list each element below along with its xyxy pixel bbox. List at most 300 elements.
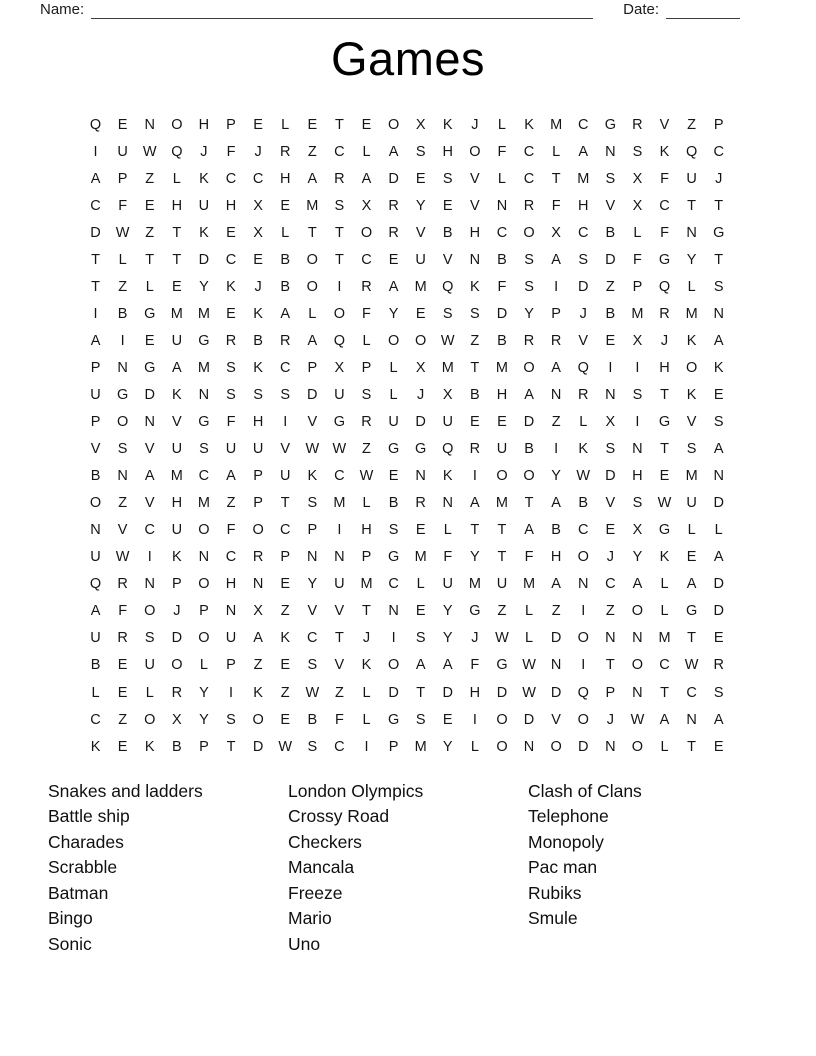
grid-letter: N bbox=[90, 522, 101, 539]
letter-grid bbox=[82, 111, 732, 760]
grid-letter: G bbox=[333, 414, 346, 431]
grid-letter: C bbox=[713, 143, 724, 160]
grid-letter: S bbox=[280, 386, 291, 403]
grid-letter: D bbox=[496, 684, 508, 701]
grid-letter: M bbox=[197, 359, 210, 376]
grid-letter: P bbox=[605, 684, 616, 701]
grid-letter: V bbox=[144, 495, 155, 512]
grid-letter: M bbox=[197, 305, 210, 322]
grid-letter: P bbox=[632, 278, 643, 295]
grid-letter: F bbox=[470, 657, 480, 674]
grid-letter: D bbox=[442, 684, 453, 701]
grid-letter: A bbox=[253, 630, 263, 647]
grid-letter: W bbox=[630, 711, 645, 728]
grid-letter: E bbox=[442, 711, 453, 728]
grid-letter: J bbox=[362, 630, 371, 647]
grid-letter: S bbox=[442, 305, 453, 322]
grid-letter: W bbox=[115, 224, 130, 241]
grid-letter: I bbox=[608, 359, 613, 376]
grid-letter: R bbox=[171, 684, 183, 701]
grid-letter: A bbox=[90, 170, 101, 187]
grid-letter: D bbox=[523, 414, 535, 431]
grid-letter: P bbox=[90, 414, 101, 431]
grid-letter: K bbox=[90, 738, 101, 755]
word-item: Pac man bbox=[528, 857, 598, 878]
grid-letter: A bbox=[713, 441, 724, 458]
grid-letter: H bbox=[198, 116, 210, 133]
grid-letter: O bbox=[577, 630, 589, 647]
grid-letter: V bbox=[686, 414, 697, 431]
grid-letter: N bbox=[632, 441, 643, 458]
grid-letter: L bbox=[470, 738, 479, 755]
grid-letter: L bbox=[389, 359, 398, 376]
grid-letter: W bbox=[115, 549, 130, 566]
grid-letter: I bbox=[147, 549, 152, 566]
grid-letter: G bbox=[415, 441, 427, 458]
grid-letter: Q bbox=[89, 116, 102, 133]
grid-letter: B bbox=[307, 711, 318, 728]
grid-letter: P bbox=[361, 359, 372, 376]
grid-letter: C bbox=[577, 224, 589, 241]
grid-letter: E bbox=[605, 332, 616, 349]
grid-letter: O bbox=[523, 359, 535, 376]
grid-letter: T bbox=[470, 359, 480, 376]
grid-letter: U bbox=[90, 549, 101, 566]
grid-letter: O bbox=[523, 224, 535, 241]
grid-letter: S bbox=[713, 684, 724, 701]
grid-letter: Z bbox=[497, 603, 507, 620]
grid-letter: A bbox=[388, 278, 399, 295]
grid-letter: L bbox=[552, 143, 561, 160]
grid-letter: M bbox=[414, 549, 427, 566]
grid-letter: K bbox=[442, 116, 453, 133]
grid-letter: Z bbox=[145, 224, 155, 241]
grid-letter: C bbox=[523, 143, 535, 160]
grid-letter: V bbox=[659, 116, 670, 133]
grid-letter: B bbox=[253, 332, 263, 349]
grid-letter: O bbox=[496, 711, 508, 728]
word-item: Crossy Road bbox=[288, 806, 390, 827]
word-item: Charades bbox=[48, 831, 124, 852]
grid-letter: E bbox=[171, 278, 182, 295]
grid-letter: D bbox=[171, 630, 183, 647]
grid-letter: N bbox=[442, 495, 453, 512]
grid-letter: L bbox=[389, 386, 398, 403]
name-label: Name: bbox=[40, 1, 85, 18]
grid-letter: D bbox=[307, 386, 318, 403]
grid-letter: N bbox=[252, 576, 264, 593]
grid-letter: S bbox=[117, 441, 128, 458]
grid-letter: N bbox=[117, 359, 128, 376]
grid-letter: N bbox=[577, 576, 589, 593]
grid-letter: N bbox=[686, 224, 697, 241]
grid-letter: H bbox=[225, 576, 237, 593]
grid-letter: A bbox=[713, 332, 724, 349]
grid-letter: O bbox=[415, 332, 427, 349]
grid-letter: P bbox=[199, 738, 209, 755]
grid-letter: F bbox=[226, 522, 236, 539]
grid-letter: T bbox=[497, 522, 507, 539]
grid-letter: X bbox=[171, 711, 182, 728]
grid-letter: O bbox=[252, 522, 264, 539]
grid-letter: B bbox=[551, 522, 561, 539]
grid-letter: C bbox=[659, 657, 670, 674]
grid-letter: N bbox=[307, 549, 318, 566]
grid-letter: U bbox=[171, 522, 183, 539]
grid-letter: K bbox=[713, 359, 724, 376]
grid-letter: W bbox=[305, 684, 320, 701]
grid-letter: R bbox=[361, 414, 372, 431]
grid-letter: K bbox=[280, 630, 291, 647]
word-item: Uno bbox=[288, 933, 321, 954]
grid-letter: A bbox=[659, 711, 670, 728]
grid-letter: P bbox=[307, 359, 318, 376]
grid-letter: L bbox=[362, 684, 371, 701]
grid-letter: I bbox=[472, 711, 477, 728]
grid-letter: U bbox=[334, 576, 345, 593]
grid-letter: O bbox=[496, 468, 508, 485]
grid-letter: L bbox=[497, 116, 506, 133]
grid-letter: Z bbox=[551, 603, 561, 620]
grid-letter: P bbox=[713, 116, 724, 133]
grid-letter: G bbox=[604, 116, 616, 133]
grid-letter: G bbox=[658, 522, 671, 539]
grid-letter: U bbox=[198, 197, 210, 214]
grid-letter: S bbox=[415, 630, 426, 647]
grid-letter: T bbox=[660, 684, 669, 701]
grid-letter: R bbox=[117, 630, 128, 647]
grid-letter: D bbox=[252, 738, 264, 755]
grid-letter: N bbox=[198, 549, 210, 566]
grid-letter: L bbox=[172, 170, 181, 187]
grid-letter: E bbox=[253, 116, 263, 133]
grid-letter: N bbox=[225, 603, 237, 620]
grid-letter: P bbox=[307, 522, 318, 539]
grid-letter: D bbox=[144, 386, 155, 403]
grid-letter: D bbox=[605, 251, 616, 268]
grid-letter: I bbox=[581, 657, 586, 674]
grid-letter: V bbox=[415, 224, 426, 241]
grid-letter: E bbox=[280, 576, 291, 593]
grid-letter: E bbox=[144, 332, 155, 349]
grid-letter: R bbox=[469, 441, 481, 458]
grid-letter: J bbox=[471, 116, 479, 133]
grid-letter: R bbox=[334, 170, 345, 187]
grid-letter: X bbox=[253, 224, 263, 241]
grid-letter: O bbox=[306, 251, 318, 268]
grid-letter: R bbox=[659, 305, 670, 322]
grid-letter: O bbox=[117, 414, 129, 431]
grid-letter: R bbox=[279, 143, 291, 160]
grid-letter: L bbox=[281, 224, 290, 241]
grid-letter: J bbox=[579, 305, 587, 322]
grid-letter: E bbox=[442, 197, 453, 214]
grid-letter: Q bbox=[442, 278, 454, 295]
grid-letter: O bbox=[469, 143, 481, 160]
grid-letter: U bbox=[144, 657, 155, 674]
grid-letter: J bbox=[606, 549, 614, 566]
grid-letter: L bbox=[525, 603, 534, 620]
grid-letter: Q bbox=[685, 143, 698, 160]
grid-letter: F bbox=[497, 278, 507, 295]
grid-letter: K bbox=[659, 549, 670, 566]
word-item: London Olympics bbox=[288, 781, 424, 801]
grid-letter: E bbox=[415, 522, 426, 539]
grid-letter: A bbox=[551, 576, 561, 593]
grid-letter: D bbox=[415, 414, 426, 431]
grid-letter: S bbox=[334, 197, 345, 214]
grid-letter: O bbox=[252, 711, 264, 728]
grid-letter: B bbox=[90, 657, 101, 674]
grid-letter: N bbox=[605, 630, 616, 647]
grid-letter: G bbox=[685, 603, 698, 620]
grid-letter: M bbox=[414, 278, 427, 295]
grid-letter: Q bbox=[577, 359, 589, 376]
grid-letter: X bbox=[334, 359, 345, 376]
grid-letter: U bbox=[171, 441, 183, 458]
word-list-column bbox=[48, 779, 288, 957]
grid-letter: K bbox=[199, 170, 209, 187]
grid-letter: I bbox=[635, 359, 640, 376]
grid-letter: R bbox=[388, 197, 399, 214]
grid-letter: I bbox=[229, 684, 234, 701]
grid-letter: Y bbox=[470, 549, 480, 566]
grid-letter: F bbox=[524, 549, 534, 566]
grid-letter: M bbox=[685, 468, 698, 485]
grid-letter: M bbox=[414, 738, 427, 755]
grid-letter: E bbox=[307, 116, 318, 133]
grid-letter: Y bbox=[686, 251, 697, 268]
grid-letter: P bbox=[226, 657, 236, 674]
grid-letter: L bbox=[687, 278, 696, 295]
grid-letter: I bbox=[391, 630, 396, 647]
grid-letter: C bbox=[523, 170, 535, 187]
grid-letter: U bbox=[252, 441, 264, 458]
grid-letter: K bbox=[253, 684, 263, 701]
word-item: Sonic bbox=[48, 933, 92, 954]
grid-letter: X bbox=[605, 414, 616, 431]
grid-letter: F bbox=[660, 170, 669, 187]
grid-letter: B bbox=[524, 441, 534, 458]
grid-letter: S bbox=[686, 441, 697, 458]
grid-letter: Z bbox=[687, 116, 697, 133]
grid-letter: C bbox=[659, 197, 670, 214]
grid-letter: S bbox=[442, 170, 453, 187]
grid-letter: N bbox=[605, 386, 616, 403]
grid-letter: H bbox=[496, 386, 508, 403]
grid-letter: W bbox=[332, 441, 347, 458]
grid-letter: I bbox=[554, 278, 559, 295]
grid-letter: S bbox=[226, 711, 236, 728]
grid-letter: W bbox=[657, 495, 672, 512]
grid-letter: Z bbox=[362, 441, 371, 458]
grid-letter: N bbox=[144, 116, 155, 133]
grid-letter: O bbox=[387, 116, 400, 133]
grid-letter: B bbox=[578, 495, 589, 512]
grid-letter: U bbox=[415, 251, 426, 268]
grid-letter: N bbox=[496, 197, 508, 214]
grid-letter: C bbox=[496, 224, 508, 241]
grid-letter: X bbox=[415, 359, 426, 376]
grid-letter: K bbox=[253, 305, 263, 322]
grid-letter: M bbox=[631, 305, 644, 322]
grid-letter: C bbox=[577, 116, 589, 133]
header bbox=[40, 1, 740, 19]
grid-letter: I bbox=[581, 603, 586, 620]
grid-letter: O bbox=[550, 738, 562, 755]
word-list bbox=[48, 779, 768, 957]
word-item: Bingo bbox=[48, 908, 93, 929]
grid-letter: C bbox=[198, 468, 210, 485]
grid-letter: U bbox=[388, 414, 399, 431]
grid-letter: Y bbox=[551, 468, 561, 485]
grid-letter: G bbox=[496, 657, 508, 674]
grid-letter: M bbox=[577, 170, 590, 187]
grid-letter: J bbox=[200, 143, 208, 160]
grid-letter: L bbox=[416, 576, 425, 593]
grid-letter: C bbox=[307, 630, 318, 647]
grid-letter: D bbox=[713, 603, 724, 620]
grid-letter: W bbox=[440, 332, 455, 349]
grid-letter: B bbox=[280, 251, 291, 268]
grid-letter: F bbox=[118, 197, 128, 214]
grid-letter: A bbox=[90, 603, 101, 620]
grid-letter: O bbox=[631, 657, 644, 674]
grid-letter: V bbox=[144, 441, 155, 458]
grid-letter: E bbox=[117, 684, 128, 701]
grid-letter: U bbox=[496, 576, 508, 593]
grid-letter: B bbox=[117, 305, 128, 322]
grid-letter: X bbox=[551, 224, 561, 241]
grid-letter: R bbox=[252, 549, 264, 566]
grid-letter: F bbox=[443, 549, 453, 566]
grid-letter: Y bbox=[307, 576, 318, 593]
grid-letter: T bbox=[470, 522, 480, 539]
grid-letter: H bbox=[279, 170, 291, 187]
grid-letter: O bbox=[685, 359, 698, 376]
grid-letter: N bbox=[713, 305, 724, 322]
grid-letter: P bbox=[117, 170, 128, 187]
grid-letter: B bbox=[90, 468, 101, 485]
grid-letter: E bbox=[253, 251, 263, 268]
grid-letter: N bbox=[334, 549, 345, 566]
grid-letter: H bbox=[659, 359, 670, 376]
grid-letter: P bbox=[253, 468, 263, 485]
grid-letter: S bbox=[605, 441, 616, 458]
grid-letter: S bbox=[415, 711, 426, 728]
grid-letter: Z bbox=[605, 278, 615, 295]
grid-letter: Y bbox=[388, 305, 399, 322]
grid-letter: U bbox=[225, 441, 237, 458]
grid-letter: B bbox=[605, 224, 616, 241]
grid-letter: E bbox=[361, 116, 372, 133]
grid-letter: S bbox=[226, 386, 236, 403]
grid-letter: N bbox=[686, 711, 697, 728]
grid-letter: D bbox=[496, 305, 508, 322]
grid-letter: X bbox=[253, 603, 263, 620]
grid-letter: J bbox=[606, 711, 614, 728]
grid-letter: C bbox=[279, 522, 291, 539]
grid-letter: F bbox=[551, 197, 561, 214]
grid-letter: A bbox=[361, 170, 372, 187]
grid-letter: Q bbox=[89, 576, 102, 593]
grid-letter: P bbox=[280, 549, 291, 566]
grid-letter: N bbox=[144, 414, 155, 431]
grid-letter: F bbox=[226, 414, 236, 431]
word-item: Mancala bbox=[288, 857, 355, 878]
grid-letter: U bbox=[117, 143, 128, 160]
grid-letter: D bbox=[550, 684, 562, 701]
grid-letter: N bbox=[550, 386, 562, 403]
grid-letter: P bbox=[226, 116, 236, 133]
grid-letter: D bbox=[550, 630, 562, 647]
grid-letter: V bbox=[280, 441, 291, 458]
grid-letter: N bbox=[605, 143, 616, 160]
word-item: Battle ship bbox=[48, 806, 130, 827]
grid-letter: W bbox=[142, 143, 157, 160]
grid-letter: K bbox=[171, 386, 182, 403]
grid-letter: H bbox=[361, 522, 372, 539]
grid-letter: C bbox=[252, 170, 264, 187]
grid-letter: A bbox=[415, 657, 426, 674]
grid-letter: D bbox=[713, 495, 724, 512]
grid-letter: E bbox=[226, 224, 236, 241]
grid-letter: E bbox=[659, 468, 670, 485]
grid-letter: Z bbox=[334, 684, 344, 701]
grid-letter: M bbox=[197, 495, 210, 512]
grid-letter: P bbox=[171, 576, 182, 593]
grid-letter: T bbox=[714, 251, 724, 268]
grid-letter: L bbox=[91, 684, 100, 701]
grid-letter: R bbox=[361, 278, 372, 295]
grid-letter: R bbox=[713, 657, 724, 674]
grid-letter: L bbox=[497, 170, 506, 187]
grid-letter: D bbox=[388, 684, 399, 701]
grid-letter: S bbox=[307, 738, 318, 755]
grid-letter: O bbox=[333, 305, 346, 322]
grid-letter: X bbox=[253, 197, 263, 214]
grid-letter: T bbox=[416, 684, 426, 701]
grid-letter: G bbox=[387, 711, 400, 728]
grid-letter: E bbox=[415, 170, 426, 187]
grid-letter: O bbox=[144, 711, 156, 728]
grid-letter: B bbox=[497, 251, 507, 268]
grid-letter: H bbox=[252, 414, 264, 431]
grid-letter: U bbox=[496, 441, 508, 458]
grid-letter: U bbox=[686, 170, 697, 187]
grid-letter: K bbox=[144, 738, 155, 755]
grid-letter: O bbox=[198, 522, 210, 539]
grid-letter: W bbox=[305, 441, 320, 458]
word-item: Freeze bbox=[288, 882, 343, 903]
grid-letter: L bbox=[362, 143, 371, 160]
grid-letter: V bbox=[605, 197, 616, 214]
grid-letter: X bbox=[632, 170, 643, 187]
grid-letter: S bbox=[388, 522, 399, 539]
grid-letter: E bbox=[497, 414, 507, 431]
grid-letter: Z bbox=[280, 684, 290, 701]
grid-letter: B bbox=[388, 495, 399, 512]
date-blank-line bbox=[666, 3, 740, 19]
grid-letter: R bbox=[577, 386, 589, 403]
grid-letter: N bbox=[198, 386, 210, 403]
grid-letter: T bbox=[687, 738, 697, 755]
grid-letter: M bbox=[495, 495, 508, 512]
grid-letter: O bbox=[631, 738, 644, 755]
grid-letter: U bbox=[225, 630, 237, 647]
word-item: Clash of Clans bbox=[528, 781, 642, 801]
grid-letter: N bbox=[713, 468, 724, 485]
